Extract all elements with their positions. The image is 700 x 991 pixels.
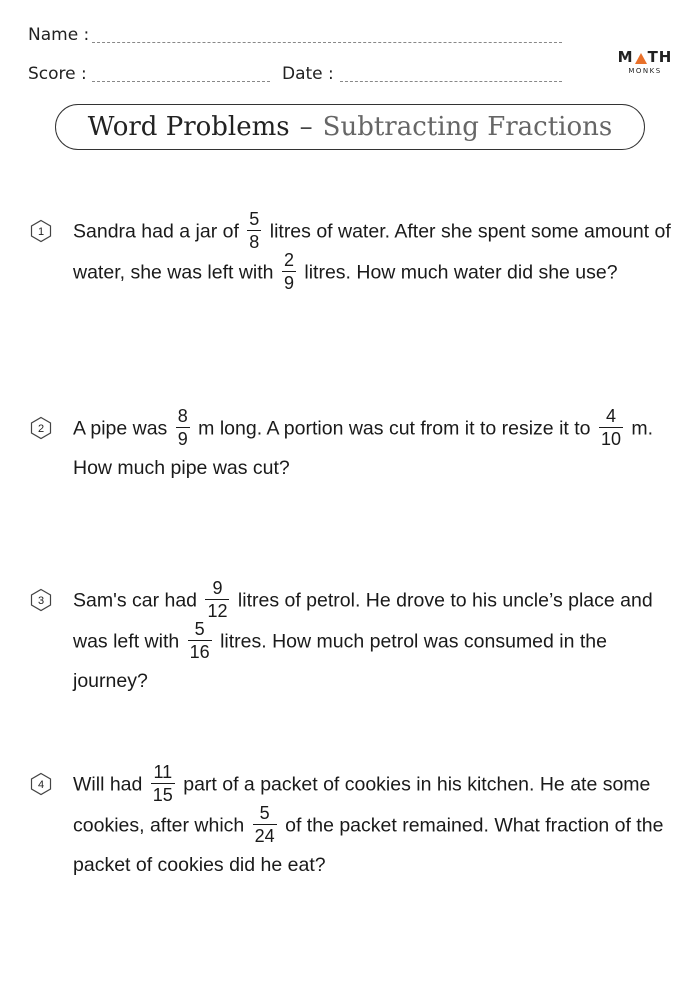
question-text-part: Sam's car had xyxy=(73,589,198,612)
fraction xyxy=(151,763,175,804)
fraction-numerator: 11 xyxy=(151,763,175,784)
hexagon-icon xyxy=(29,219,53,243)
fraction-numerator: 9 xyxy=(205,579,229,600)
question-3-text xyxy=(73,578,673,700)
fraction-numerator: 4 xyxy=(599,407,623,428)
question-text-part: litres of water. After she spent some amount of water, she was left with xyxy=(73,220,671,284)
question-text-part: litres. How much water did she use? xyxy=(304,261,618,284)
fraction-numerator: 2 xyxy=(283,250,294,270)
fraction-denominator: 12 xyxy=(207,601,228,621)
fraction-denominator: 8 xyxy=(249,232,260,252)
fraction-denominator: 16 xyxy=(189,642,210,662)
question-text-part: part of a packet of cookies in his kitchen. He ate some cookies, after which xyxy=(73,773,651,837)
logo-subtitle: MONKS xyxy=(628,67,662,75)
worksheet-title xyxy=(55,104,645,150)
hexagon-icon xyxy=(29,416,53,440)
question-number-badge xyxy=(29,416,53,440)
name-label: Name : xyxy=(28,25,90,45)
title-main: Word Problems xyxy=(87,112,290,142)
fraction-denominator: 10 xyxy=(600,429,621,449)
question-text-part: Sandra had a jar of xyxy=(73,220,239,243)
question-number-badge xyxy=(29,772,53,796)
fraction-denominator: 9 xyxy=(283,273,294,293)
fraction xyxy=(253,804,277,845)
fraction-denominator: 15 xyxy=(152,785,173,805)
question-number: 3 xyxy=(37,595,45,607)
fraction-numerator: 8 xyxy=(177,406,188,426)
question-text-part: of the packet remained. What fraction of the packet of cookies did he eat? xyxy=(73,814,664,876)
fraction-denominator: 9 xyxy=(177,429,188,449)
score-field[interactable] xyxy=(92,81,270,82)
question-number-badge xyxy=(29,588,53,612)
fraction xyxy=(282,251,296,292)
fraction xyxy=(176,407,190,448)
fraction xyxy=(599,407,623,448)
question-text-part: litres. How much petrol was consumed in the journey? xyxy=(73,630,607,692)
question-text-part: A pipe was xyxy=(73,417,168,440)
question-number: 4 xyxy=(37,779,45,791)
title-sub: Subtracting Fractions xyxy=(322,112,613,142)
question-text-part: Will had xyxy=(73,773,143,796)
question-1-text xyxy=(73,209,673,294)
question-number: 1 xyxy=(37,226,45,238)
title-separator: – xyxy=(299,112,313,142)
math-monks-logo xyxy=(612,48,678,75)
question-text-part: litres of petrol. He drove to his uncle’s place and was left with xyxy=(73,589,653,653)
fraction-numerator: 5 xyxy=(253,804,277,825)
question-text-part: m. How much pipe was cut? xyxy=(73,417,654,479)
logo-triangle-icon xyxy=(635,53,647,64)
fraction-numerator: 5 xyxy=(249,209,260,229)
date-field[interactable] xyxy=(340,81,562,82)
fraction-denominator: 24 xyxy=(254,826,275,846)
fraction xyxy=(205,579,229,620)
question-text-part: m long. A portion was cut from it to resize it to xyxy=(198,417,591,440)
fraction xyxy=(247,210,261,251)
question-2-text xyxy=(73,406,673,487)
question-number-badge xyxy=(29,219,53,243)
date-label: Date : xyxy=(282,64,334,84)
question-number: 2 xyxy=(37,423,45,435)
logo-word-left: M xyxy=(617,48,634,66)
score-label: Score : xyxy=(28,64,87,84)
name-field[interactable] xyxy=(92,42,562,43)
question-4-text xyxy=(73,762,673,884)
hexagon-icon xyxy=(29,772,53,796)
fraction-numerator: 5 xyxy=(188,620,212,641)
hexagon-icon xyxy=(29,588,53,612)
logo-word-right: TH xyxy=(647,48,673,66)
fraction xyxy=(188,620,212,661)
